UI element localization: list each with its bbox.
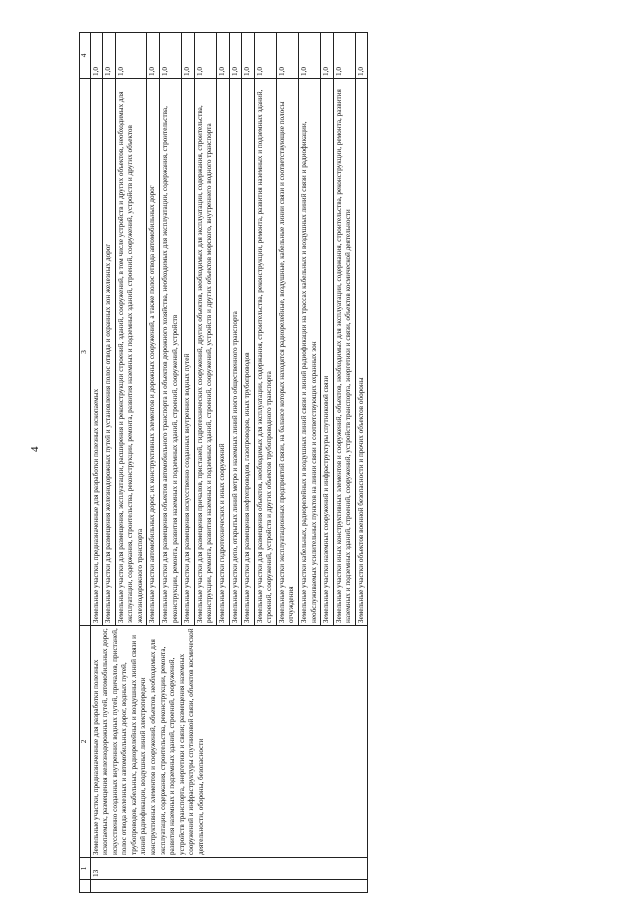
subitem-coefficient: 1,0 xyxy=(194,33,216,79)
subitem-text: Земельные участки для размещения объектов, необходимых для эксплуатации, содержания, строительства, реконструкции, ремонта, развития наземных и подземных зданий, строений, сооружений, устройств и других объектов трубопроводного транспорта xyxy=(254,79,276,626)
table-body xyxy=(90,33,368,893)
land-category-table xyxy=(79,32,368,893)
subitem-text: Земельные участки кабельных, радиорелейных и воздушных линий связи и линий радиофикации на трассах кабельных и воздушных линий связи и радиофикации, необслуживаемых усилительных пунктов на линии связи и соответствующих охранных зон xyxy=(298,79,320,626)
subitem-coefficient: 1,0 xyxy=(276,33,298,79)
subitem-text: Земельные участки для размещения нефтепроводов, газопроводов, иных трубопроводов xyxy=(242,79,255,626)
subitem-coefficient: 1,0 xyxy=(160,33,182,79)
subitem-coefficient: 1,0 xyxy=(103,33,116,79)
header-col-4: 4 xyxy=(80,33,91,79)
header-col-2: 2 xyxy=(80,626,91,858)
subitem-coefficient: 1,0 xyxy=(147,33,160,79)
subitem-text: Земельные участки эксплуатационных предприятий связи, на балансе которых находятся радиорелейные, воздушные, кабельные линии связи и соответствующие полосы отчуждения xyxy=(276,79,298,626)
subitem-text: Земельные участки для размещения, эксплуатации, расширения и реконструкции строений, зданий, сооружений, в том числе устройств и других объектов, необходимых для эксплуатации, содержания, строительства, реконструкции, ремонта, развития наземных и подземных зданий, строений, сооружений, устройств и других объектов железнодорожного транспорта xyxy=(115,79,147,626)
subitem-coefficient: 1,0 xyxy=(216,33,229,79)
subitem-coefficient: 1,0 xyxy=(229,33,242,79)
subitem-text: Земельные участки для размещения объектов автомобильного транспорта и объектов дорожного хозяйства, необходимых для эксплуатации, содержания, строительства, реконструкции, ремонта, развития наземных и подземных зданий, строений, сооружений, устройств xyxy=(160,79,182,626)
subitem-text: Земельные участки наземных сооружений и инфраструктуры спутниковой связи xyxy=(321,79,334,626)
row-number: 13 xyxy=(90,858,368,880)
subitem-text: Земельные участки для размещения искусственно созданных внутренних водных путей xyxy=(182,79,195,626)
header-col-3: 3 xyxy=(80,79,91,626)
subitem-coefficient: 1,0 xyxy=(182,33,195,79)
subitem-coefficient: 1,0 xyxy=(355,33,368,79)
subitem-text: Земельные участки гидротехнических и иных сооружений xyxy=(216,79,229,626)
subitem-coefficient: 1,0 xyxy=(90,33,103,79)
header-col-1: 1 xyxy=(80,858,91,880)
subitem-coefficient: 1,0 xyxy=(115,33,147,79)
subitem-text: Земельные участки объектов военной безопасности и прочих объектов обороны xyxy=(355,79,368,626)
subitem-coefficient: 1,0 xyxy=(321,33,334,79)
header-blank xyxy=(80,880,91,893)
subitem-text: Земельные участки депо, открытых линий метро и наземных линий иного общественного транспорта xyxy=(229,79,242,626)
rotated-table-container xyxy=(79,33,584,893)
subitem-coefficient: 1,0 xyxy=(333,33,355,79)
subitem-text: Земельные участки иных конструктивных элементов и сооружений, объектов, необходимых для эксплуатации, содержания, строительства, реконструкции, ремонта, развития наземных и подземных зданий, строений, сооружений, устройств транспорта, энергетики и связи, объектов космической деятельности xyxy=(333,79,355,626)
subitem-coefficient: 1,0 xyxy=(298,33,320,79)
subitem-coefficient: 1,0 xyxy=(254,33,276,79)
table-header-row xyxy=(80,33,91,893)
category-cell: Земельные участки, предназначенные для разработки полезных ископаемых, размещения железнодорожных путей, автомобильных дорог, искусственно созданных внутренних водных путей, причалов, пристаней, полос отвода железных и автомобильных дорог, водных путей, трубопроводов, кабельных, радиорелейных и воздушных линий связи и линий радиофикации, воздушных линий электропередачи конструктивных элементов и сооружений, объектов, необходимых для эксплуатации, содержания, строительства, реконструкции, ремонта, развития наземных и подземных зданий, строений, сооружений, устройств транспорта, энергетики и связи; размещения наземных сооружений и инфраструктуры спутниковой связи, объектов космической деятельности, обороны, безопасности xyxy=(90,626,368,858)
subitem-coefficient: 1,0 xyxy=(242,33,255,79)
subitem-text: Земельные участки для размещения причалов, пристаней, гидротехнических сооружений, других объектов, необходимых для эксплуатации, содержания, строительства, реконструкции, ремонта, развития наземных и подземных зданий, строений, сооружений, устройств и других объектов морского, внутреннего водного транспорта xyxy=(194,79,216,626)
subitem-text: Земельные участки, предназначенные для разработки полезных ископаемых xyxy=(90,79,103,626)
blank-cell xyxy=(90,880,368,893)
subitem-text: Земельные участки автомобильных дорог, их конструктивных элементов и дорожных сооружений, а также полос отвода автомобильных дорог xyxy=(147,79,160,626)
table-row xyxy=(90,33,103,893)
subitem-text: Земельные участки для размещения железнодорожных путей и установления полос отвода и охранных зон железных дорог xyxy=(103,79,116,626)
page-number: 4 xyxy=(29,446,41,452)
